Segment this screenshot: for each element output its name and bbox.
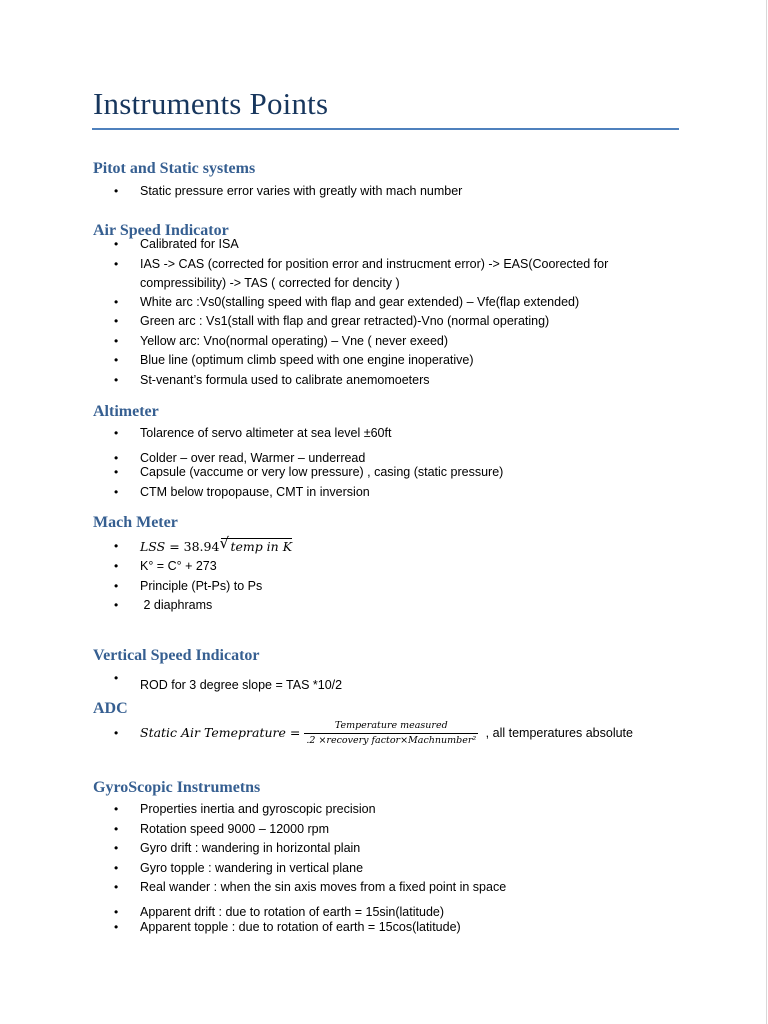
heading-mach-meter: Mach Meter [93,514,178,531]
list-item-formula [114,537,674,556]
bullet-icon: • [114,822,119,836]
heading-vertical-speed-indicator: Vertical Speed Indicator [93,647,260,664]
list-item: • Apparent drift : due to rotation of earth = 15sin(latitude) [114,903,674,922]
heading-pitot-static: Pitot and Static systems [93,160,256,177]
list-item-text: ROD for 3 degree slope = TAS *10/2 [140,678,343,692]
bullet-icon: • [114,314,119,328]
list-item: • IAS -> CAS (corrected for position error and instrucment error) -> EAS(Coorected for compressibility) -> TAS ( corrected for dencity ) [114,257,609,290]
list-item: • Tolarence of servo altimeter at sea level ±60ft [114,424,674,443]
bullet-icon: • [114,880,119,894]
bullet-icon: • [114,465,119,479]
heading-adc: ADC [93,700,128,717]
list-item: • K° = C° + 273 [114,557,674,576]
list-item: • White arc :Vs0(stalling speed with flap and gear extended) – Vfe(flap extended) [114,293,674,312]
heading-gyroscopic-instruments: GyroScopic Instrumetns [93,779,261,796]
bullet-icon: • [114,257,119,271]
bullet-icon: • [114,920,119,934]
bullet-icon: • [114,539,119,553]
list-item: • Green arc : Vs1(stall with flap and grear retracted)-Vno (normal operating) [114,312,674,331]
page-title: Instruments Points [93,86,329,121]
list-item: • Capsule (vaccume or very low pressure) , casing (static pressure) [114,463,674,482]
list-item: • Properties inertia and gyroscopic precision [114,800,674,819]
bullet-icon: • [114,841,119,855]
list-item: • Apparent topple : due to rotation of earth = 15cos(latitude) [114,918,674,937]
bullet-icon: • [114,373,119,387]
list-item: • 2 diaphrams [114,596,674,615]
lss-formula: LSS = 38.94√ temp in K [140,537,674,556]
heading-altimeter: Altimeter [93,403,159,420]
list-item: • Gyro topple : wandering in vertical plane [114,859,674,878]
list-item-formula [114,720,714,747]
list-item: • Calibrated for ISA [114,235,674,254]
list-item: • Principle (Pt-Ps) to Ps [114,577,674,596]
title-underline [92,128,679,130]
bullet-icon: • [114,671,119,685]
bullet-icon: • [114,451,119,465]
bullet-icon: • [114,579,119,593]
static-air-temperature-formula: Static Air Temeprature = $\frac{\text{Temperature measured}}{\text{.2 ×recovery factor×Machnumber²}}$ , all temperatures absolute [140,720,633,746]
list-item: • Rotation speed 9000 – 12000 rpm [114,820,674,839]
list-item: • Static pressure error varies with greatly with mach number [114,182,674,201]
bullet-icon: • [114,559,119,573]
fraction: $\frac{\text{Temperature measured}}{\text{.2 ×recovery factor×Machnumber²}}$ [306,720,477,746]
bullet-icon: • [114,353,119,367]
bullet-icon: • [114,237,119,251]
bullet-icon: • [114,598,119,612]
square-root-icon: √ temp in K [221,538,292,554]
list-item: • Yellow arc: Vno(normal operating) – Vne ( never exeed) [114,332,674,351]
list-item: • Real wander : when the sin axis moves from a fixed point in space [114,878,674,897]
list-item: • Blue line (optimum climb speed with one engine inoperative) [114,351,674,370]
list-item: • Colder – over read, Warmer – underread [114,449,674,468]
bullet-icon: • [114,726,119,740]
list-item: • CTM below tropopause, CMT in inversion [114,483,674,502]
heading-air-speed-indicator: Air Speed Indicator [93,222,229,239]
bullet-icon: • [114,184,119,198]
bullet-icon: • [114,295,119,309]
bullet-icon: • [114,334,119,348]
bullet-icon: • [114,802,119,816]
bullet-icon: • [114,485,119,499]
list-item: • Gyro drift : wandering in horizontal plain [114,839,674,858]
bullet-icon: • [114,861,119,875]
list-item: • St-venant’s formula used to calibrate anemomoeters [114,371,674,390]
bullet-icon: • [114,905,119,919]
bullet-icon: • [114,426,119,440]
